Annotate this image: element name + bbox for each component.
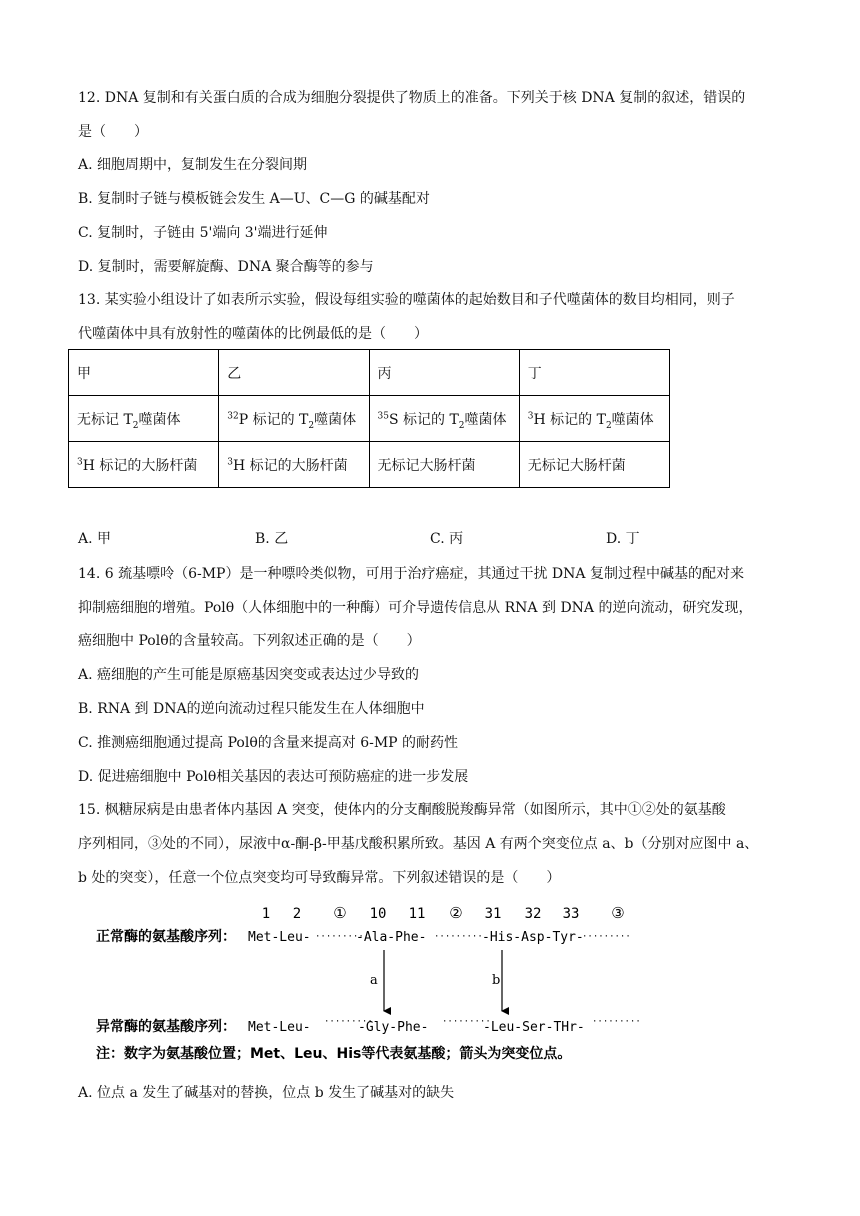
abnormal-seq-segment: Met-Leu- [248,1020,311,1035]
q14-stem-line1: 14. 6 巯基嘌呤（6-MP）是一种嘌呤类似物，可用于治疗癌症，其通过干扰 DNA 复制过程中碱基的配对来 [78,566,744,582]
position-number: 10 [369,906,387,922]
position-number: 32 [524,906,542,922]
position-number: 31 [484,906,502,922]
q12-stem-line1: 12. DNA 复制和有关蛋白质的合成为细胞分裂提供了物质上的准备。下列关于核 DNA 复制的叙述，错误的 [78,90,746,106]
q12-option-c: C. 复制时，子链由 5'端向 3'端进行延伸 [78,225,328,241]
table-cell: $^{35}$S 标记的 $T_2$噬菌体 [369,396,519,442]
table-header-cell: 丙 [369,350,519,396]
table-cell: $^3$H 标记的大肠杆菌 [219,442,369,488]
q13-option-d: D. 丁 [606,531,640,547]
amino-acid-sequence-figure [90,898,650,1073]
q14-option-b: B. RNA 到 DNA的逆向流动过程只能发生在人体细胞中 [78,701,425,717]
table-cell: $^3$H 标记的大肠杆菌 [69,442,219,488]
normal-sequence-label: 正常酶的氨基酸序列： [96,929,236,945]
q12-option-d: D. 复制时，需要解旋酶、DNA 聚合酶等的参与 [78,259,374,275]
normal-seq-segment: -Ala-Phe- [356,930,427,945]
figure-note: 注：数字为氨基酸位置；Met、Leu、His等代表氨基酸；箭头为突变位点。 [96,1046,572,1062]
table-cell: 无标记大肠杆菌 [519,442,669,488]
normal-seq-dots: ········· [434,932,483,942]
position-number: 11 [408,906,426,922]
q13-option-b: B. 乙 [255,531,289,547]
abnormal-sequence-label: 异常酶的氨基酸序列： [96,1019,236,1035]
table-cell: 无标记 $T_2$噬菌体 [69,396,219,442]
table-header-cell: 乙 [219,350,369,396]
position-number: 33 [562,906,580,922]
q14-option-a: A. 癌细胞的产生可能是原癌基因突变或表达过少导致的 [78,667,420,683]
q15-stem-line3: b 处的突变），任意一个位点突变均可导致酶异常。下列叙述错误的是（ ） [78,870,561,886]
table-header-row [69,350,670,396]
table-row-bacteria [69,442,670,488]
q14-option-c: C. 推测癌细胞通过提高 Polθ的含量来提高对 6-MP 的耐药性 [78,735,459,751]
table-cell: $^{32}$P 标记的 $T_2$噬菌体 [219,396,369,442]
abnormal-seq-segment: -Leu-Ser-THr- [483,1020,585,1035]
q13-option-c: C. 丙 [430,531,464,547]
abnormal-seq-dots: ········· [592,1017,641,1027]
q14-stem-line3: 癌细胞中 Polθ的含量较高。下列叙述正确的是（ ） [78,633,421,649]
position-number: ① [333,904,347,922]
abnormal-seq-dots: ········· [324,1017,373,1027]
abnormal-seq-segment: -Gly-Phe- [358,1020,429,1035]
table-cell: 无标记大肠杆菌 [369,442,519,488]
normal-seq-dots: ········· [582,932,631,942]
arrow-label-a: a [370,973,378,988]
position-number: 2 [292,906,302,922]
table-cell: $^3$H 标记的 $T_2$噬菌体 [519,396,669,442]
q13-stem-line2: 代噬菌体中具有放射性的噬菌体的比例最低的是（ ） [78,326,428,342]
q13-stem-line1: 13. 某实验小组设计了如表所示实验，假设每组实验的噬菌体的起始数目和子代噬菌体的数目均相同，则子 [78,292,735,308]
table-header-cell: 甲 [69,350,219,396]
q14-stem-line2: 抑制癌细胞的增殖。Polθ（人体细胞中的一种酶）可介导遗传信息从 RNA 到 DNA 的逆向流动，研究发现， [78,600,753,616]
q12-stem-line2: 是（ ） [78,124,148,140]
position-number: ③ [611,904,625,922]
normal-seq-dots: ········· [315,932,364,942]
position-number: 1 [261,906,271,922]
normal-seq-segment: -His-Asp-Tyr- [482,930,584,945]
q14-option-d: D. 促进癌细胞中 Polθ相关基因的表达可预防癌症的进一步发展 [78,769,469,785]
q15-stem-line2: 序列相同，③处的不同），尿液中α-酮-β-甲基戊酸积累所致。基因 A 有两个突变位点 a、b（分别对应图中 a、 [78,836,759,852]
q13-option-a: A. 甲 [78,531,112,547]
q15-stem-line1: 15. 枫糖尿病是由患者体内基因 A 突变，使体内的分支酮酸脱羧酶异常（如图所示，其中①②处的氨基酸 [78,802,726,818]
abnormal-seq-dots: ········· [442,1017,491,1027]
normal-seq-segment: Met-Leu- [248,930,311,945]
position-number: ② [449,904,463,922]
arrow-label-b: b [492,973,501,988]
table-header-cell: 丁 [519,350,669,396]
q13-options [78,528,778,548]
table-row-phage [69,396,670,442]
experiment-table [68,349,670,488]
q12-option-a: A. 细胞周期中，复制发生在分裂间期 [78,157,308,173]
q15-option-a: A. 位点 a 发生了碱基对的替换，位点 b 发生了碱基对的缺失 [78,1085,455,1101]
q12-option-b: B. 复制时子链与模板链会发生 A—U、C—G 的碱基配对 [78,191,430,207]
